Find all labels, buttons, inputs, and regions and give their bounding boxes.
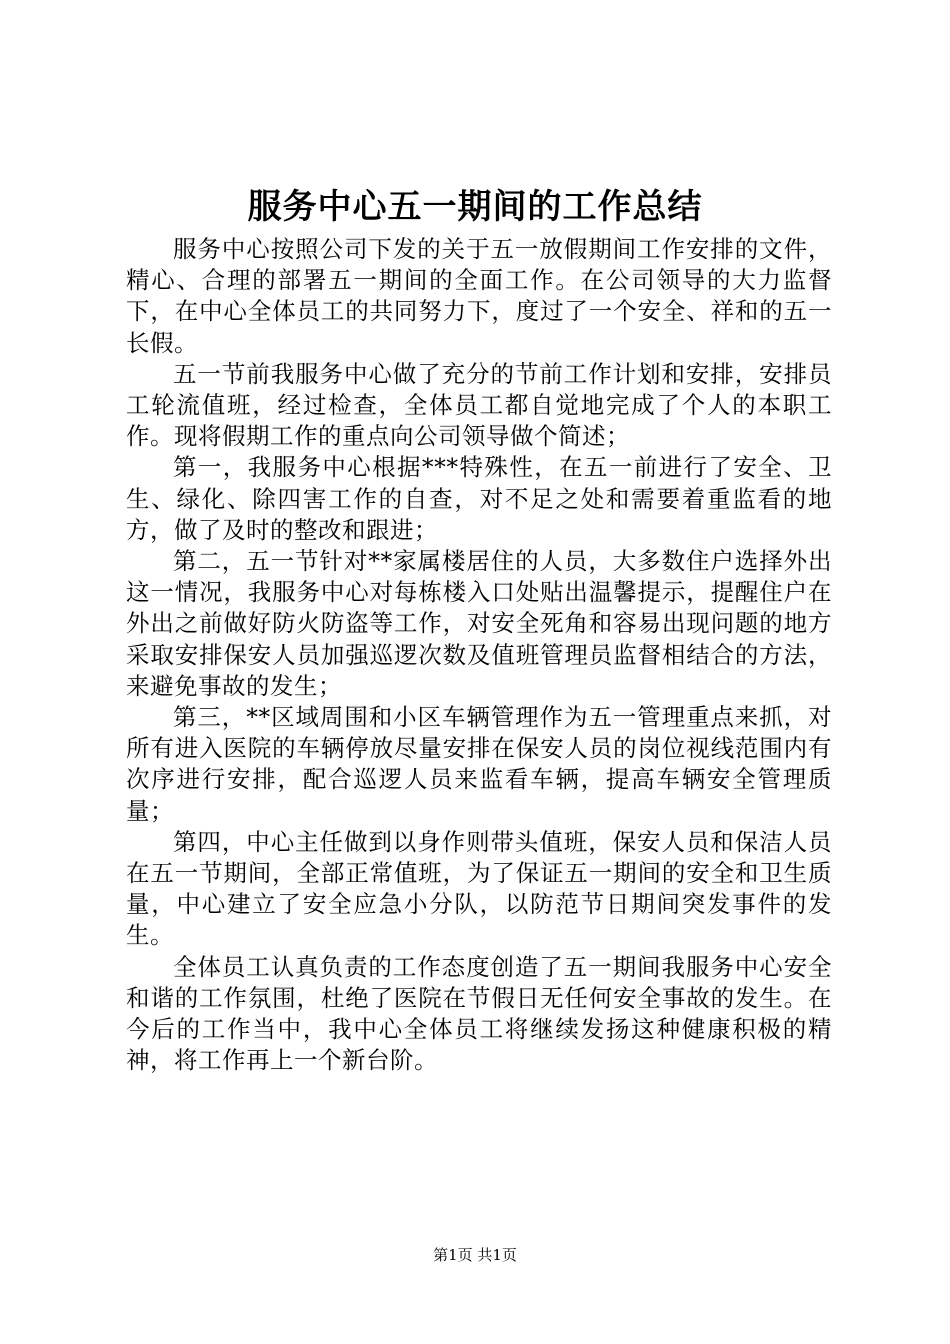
paragraph-preparation: 五一节前我服务中心做了充分的节前工作计划和安排，安排员工轮流值班，经过检查，全体员工都自觉地完成了个人的本职工作。现将假期工作的重点向公司领导做个简述； — [126, 359, 832, 451]
paragraph-fourth: 第四，中心主任做到以身作则带头值班，保安人员和保洁人员在五一节期间，全部正常值班，为了保证五一期间的安全和卫生质量，中心建立了安全应急小分队，以防范节日期间突发事件的发生。 — [126, 827, 832, 950]
paragraph-conclusion: 全体员工认真负责的工作态度创造了五一期间我服务中心安全和谐的工作氛围，杜绝了医院在节假日无任何安全事故的发生。在今后的工作当中，我中心全体员工将继续发扬这种健康积极的精神，将工作再上一个新台阶。 — [126, 952, 832, 1075]
document-title: 服务中心五一期间的工作总结 — [247, 187, 703, 227]
paragraph-intro: 服务中心按照公司下发的关于五一放假期间工作安排的文件，精心、合理的部署五一期间的全面工作。在公司领导的大力监督下，在中心全体员工的共同努力下，度过了一个安全、祥和的五一长假。 — [126, 235, 832, 357]
paragraph-first: 第一，我服务中心根据***特殊性，在五一前进行了安全、卫生、绿化、除四害工作的自查，对不足之处和需要着重监看的地方，做了及时的整改和跟进； — [126, 453, 832, 544]
document-body — [126, 234, 832, 1076]
paragraph-second: 第二，五一节针对**家属楼居住的人员，大多数住户选择外出这一情况，我服务中心对每栋楼入口处贴出温馨提示，提醒住户在外出之前做好防火防盗等工作，对安全死角和容易出现问题的地方采取安排保安人员加强巡逻次数及值班管理员监督相结合的方法，来避免事故的发生； — [126, 547, 832, 700]
paragraph-third: 第三，**区域周围和小区车辆管理作为五一管理重点来抓，对所有进入医院的车辆停放尽量安排在保安人员的岗位视线范围内有次序进行安排，配合巡逻人员来监看车辆，提高车辆安全管理质量； — [126, 703, 832, 825]
page-footer: 第1页 共1页 — [433, 1246, 517, 1264]
